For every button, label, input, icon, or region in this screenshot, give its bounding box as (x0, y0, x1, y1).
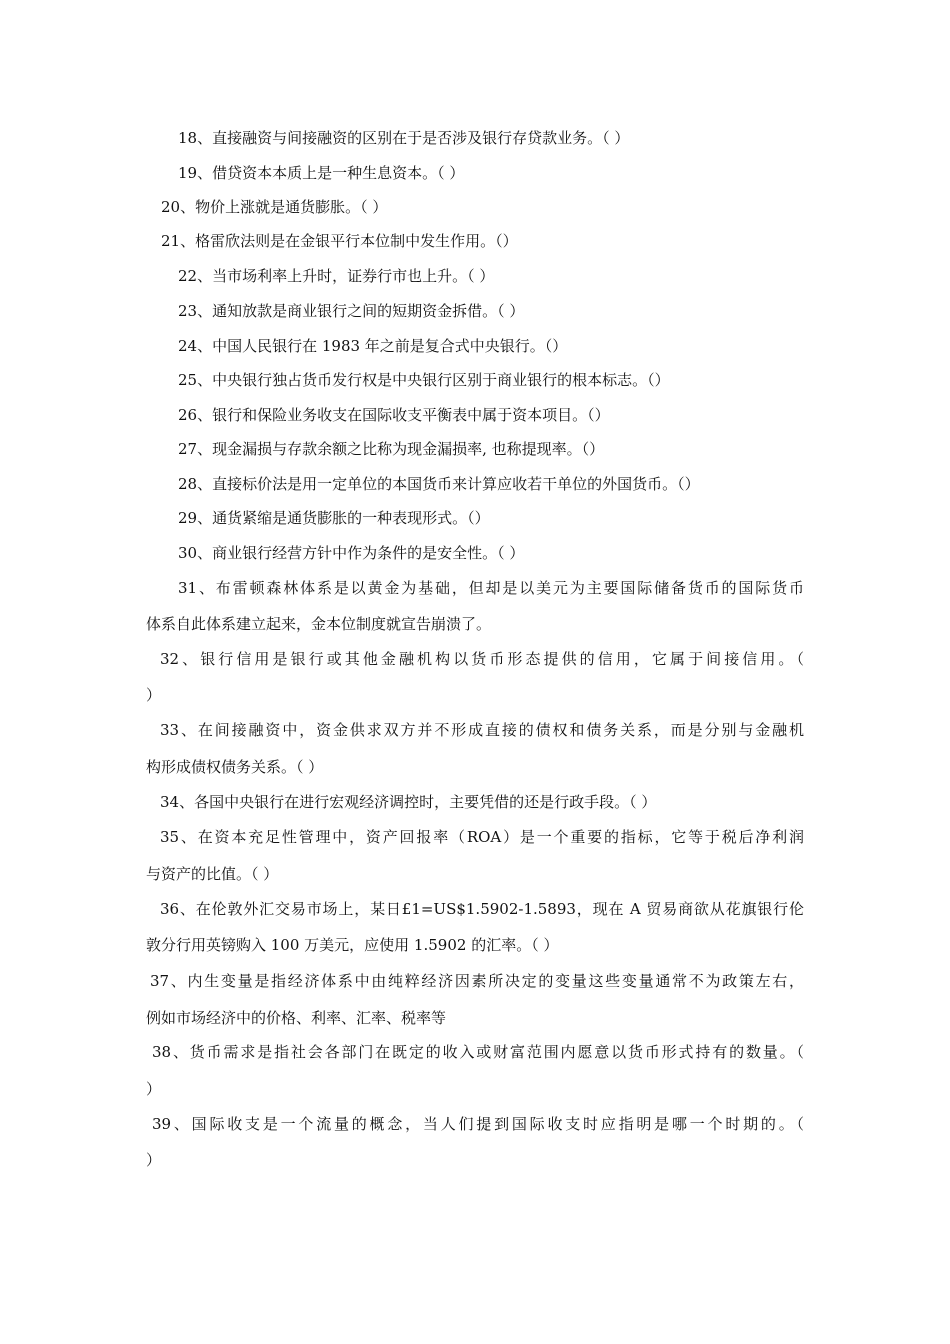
question-27: 27、现金漏损与存款余额之比称为现金漏损率, 也称提现率。（） (178, 440, 605, 458)
question-21: 21、格雷欣法则是在金银平行本位制中发生作用。（） (161, 232, 518, 250)
question-26: 26、银行和保险业务收支在国际收支平衡表中属于资本项目。（） (178, 406, 610, 424)
question-29: 29、通货紧缩是通货膨胀的一种表现形式。（） (178, 509, 490, 527)
question-39-line-1: 39、国际收支是一个流量的概念，当人们提到国际收支时应指明是哪一个时期的。（ (152, 1115, 804, 1133)
question-35-line-1: 35、在资本充足性管理中，资产回报率（ROA）是一个重要的指标，它等于税后净利润 (160, 828, 804, 846)
question-23: 23、通知放款是商业银行之间的短期资金拆借。（ ） (178, 302, 525, 320)
question-39-line-2: ） (146, 1151, 162, 1169)
question-20: 20、物价上涨就是通货膨胀。（ ） (161, 198, 388, 216)
question-34: 34、各国中央银行在进行宏观经济调控时，主要凭借的还是行政手段。（ ） (160, 793, 657, 811)
question-35-line-2: 与资产的比值。（ ） (146, 865, 279, 883)
question-22: 22、当市场利率上升时，证券行市也上升。（ ） (178, 267, 495, 285)
question-31-line-2: 体系自此体系建立起来，金本位制度就宣告崩溃了。 (146, 615, 492, 633)
question-33-line-1: 33、在间接融资中，资金供求双方并不形成直接的债权和债务关系，而是分别与金融机 (160, 721, 804, 739)
question-38-line-2: ） (146, 1080, 162, 1098)
question-25: 25、中央银行独占货币发行权是中央银行区别于商业银行的根本标志。（） (178, 371, 670, 389)
question-24: 24、中国人民银行在 1983 年之前是复合式中央银行。（） (178, 337, 568, 355)
question-36-line-2: 敦分行用英镑购入 100 万美元，应使用 1.5902 的汇率。（ ） (146, 936, 559, 954)
question-19: 19、借贷资本本质上是一种生息资本。（ ） (178, 164, 465, 182)
question-37-line-1: 37、内生变量是指经济体系中由纯粹经济因素所决定的变量这些变量通常不为政策左右， (150, 972, 804, 990)
question-32-line-1: 32、银行信用是银行或其他金融机构以货币形态提供的信用，它属于间接信用。（ (160, 650, 804, 668)
question-31-line-1: 31、布雷顿森林体系是以黄金为基础，但却是以美元为主要国际储备货币的国际货币 (178, 579, 804, 597)
question-32-line-2: ） (146, 686, 162, 704)
question-36-line-1: 36、在伦敦外汇交易市场上，某日£1=US$1.5902-1.5893，现在 A 贸易商欲从花旗银行伦 (160, 900, 804, 918)
question-38-line-1: 38、货币需求是指社会各部门在既定的收入或财富范围内愿意以货币形式持有的数量。（ (152, 1043, 804, 1061)
question-28: 28、直接标价法是用一定单位的本国货币来计算应收若干单位的外国货币。（） (178, 475, 700, 493)
question-18: 18、直接融资与间接融资的区别在于是否涉及银行存贷款业务。（ ） (178, 129, 630, 147)
question-37-line-2: 例如市场经济中的价格、利率、汇率、税率等 (146, 1009, 447, 1027)
question-33-line-2: 构形成债权债务关系。（ ） (146, 758, 324, 776)
question-30: 30、商业银行经营方针中作为条件的是安全性。（ ） (178, 544, 525, 562)
